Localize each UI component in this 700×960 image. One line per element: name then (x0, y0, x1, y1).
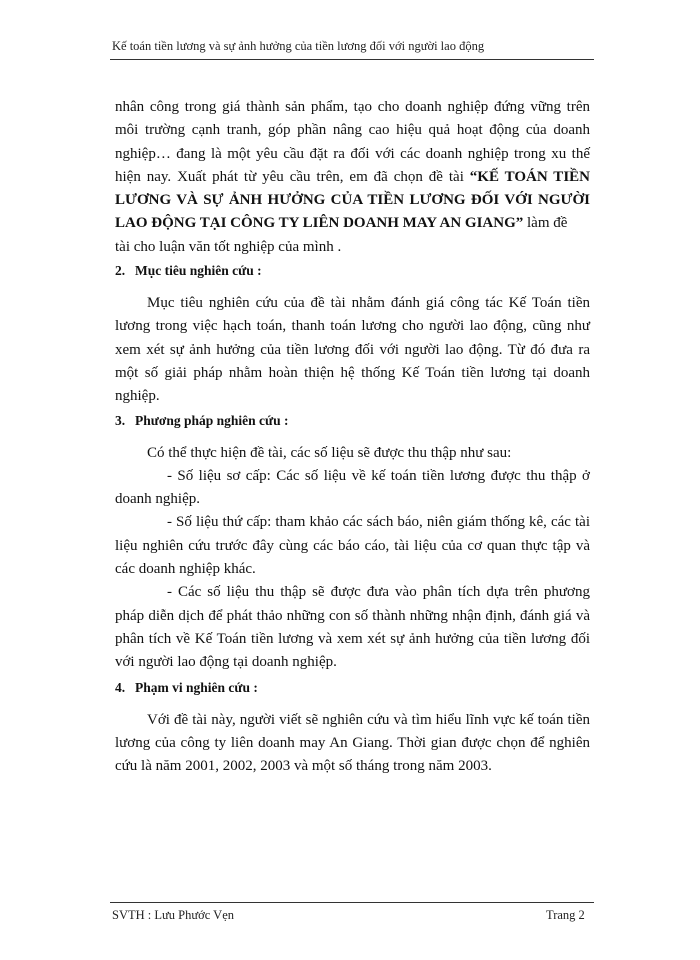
section-number: 3. (115, 412, 126, 428)
section-paragraph: Với đề tài này, người viết sẽ nghiên cứu và tìm hiểu lĩnh vực kế toán tiền lương của công ty liên doanh may An Giang. Thời gian được chọn để nghiên cứu là năm 2001, 2002, 2003 và một số tháng trong năm 2003. (115, 711, 590, 775)
section-heading-scope (115, 677, 590, 698)
bullet-item: - Số liệu sơ cấp: Các số liệu về kế toán tiền lương được thu thập ở doanh nghiệp. (115, 467, 590, 508)
footer-rule (110, 902, 594, 903)
page-number: Trang 2 (546, 908, 585, 922)
section-number: 4. (115, 679, 126, 695)
section-title: Mục tiêu nghiên cứu : (135, 263, 262, 279)
bullet-item: - Số liệu thứ cấp: tham khảo các sách báo, niên giám thống kê, các tài liệu nghiên cứu trước đây cùng các báo cáo, tài liệu của cơ quan thực tập và các doanh nghiệp khác. (115, 514, 590, 578)
section-title: Phương pháp nghiên cứu : (135, 412, 289, 428)
section-number: 2. (115, 263, 126, 279)
header-rule (110, 59, 594, 60)
intro-line: môi trường cạnh tranh, góp phần nâng cao hiệu quả hoạt động của doanh (115, 122, 590, 139)
intro-paragraph (115, 96, 590, 259)
intro-line: nhân công trong giá thành sản phẩm, tạo cho doanh nghiệp đứng vững trên (115, 99, 590, 115)
intro-text: hiện nay. Xuất phát từ yêu cầu trên, em đã chọn đề tài (115, 168, 470, 185)
thesis-title-part: LAO ĐỘNG TẠI CÔNG TY LIÊN DOANH MAY AN GIANG” (115, 215, 524, 232)
section-heading-methods (115, 410, 590, 431)
bullet-item: - Các số liệu thu thập sẽ được đưa vào phân tích dựa trên phương pháp diễn dịch để phát thảo những con số thành những nhận định, đánh giá và phân tích về Kế Toán tiền lương và xem xét sự ảnh hưởng của tiền lương đối với người lao động tại doanh nghiệp. (115, 584, 590, 671)
footer-author: SVTH : Lưu Phước Vẹn (112, 908, 235, 922)
thesis-title-part: LƯƠNG VÀ SỰ ẢNH HƯỞNG CỦA TIỀN LƯƠNG ĐỐI VỚI NGƯỜI (115, 192, 590, 209)
intro-line (115, 189, 590, 212)
section-paragraph: Có thể thực hiện đề tài, các số liệu sẽ được thu thập như sau: (147, 444, 512, 461)
running-header: Kế toán tiền lương và sự ảnh hưởng của tiền lương đối với người lao động (112, 39, 485, 53)
intro-text: làm đề (523, 215, 568, 232)
section-paragraph: Mục tiêu nghiên cứu của đề tài nhằm đánh giá công tác Kế Toán tiền lương trong việc hạch toán, thanh toán lương cho người lao động, cũng như xem xét sự ảnh hưởng của tiền lương đối với người lao động. Từ đó đưa ra một số giải pháp nhằm hoàn thiện hệ thống Kế Toán tiền lương tại doanh nghiệp. (115, 295, 590, 405)
intro-line (115, 212, 590, 235)
section-title: Phạm vi nghiên cứu : (135, 679, 258, 695)
intro-line (115, 166, 590, 189)
intro-line: tài cho luận văn tốt nghiệp của mình . (115, 238, 342, 255)
intro-line: nghiệp… đang là một yêu cầu đặt ra đối với các doanh nghiệp trong xu thế (115, 145, 590, 162)
thesis-title-part: “KẾ TOÁN TIỀN (469, 168, 590, 185)
page-body (115, 96, 590, 778)
section-heading-objectives (115, 260, 590, 281)
